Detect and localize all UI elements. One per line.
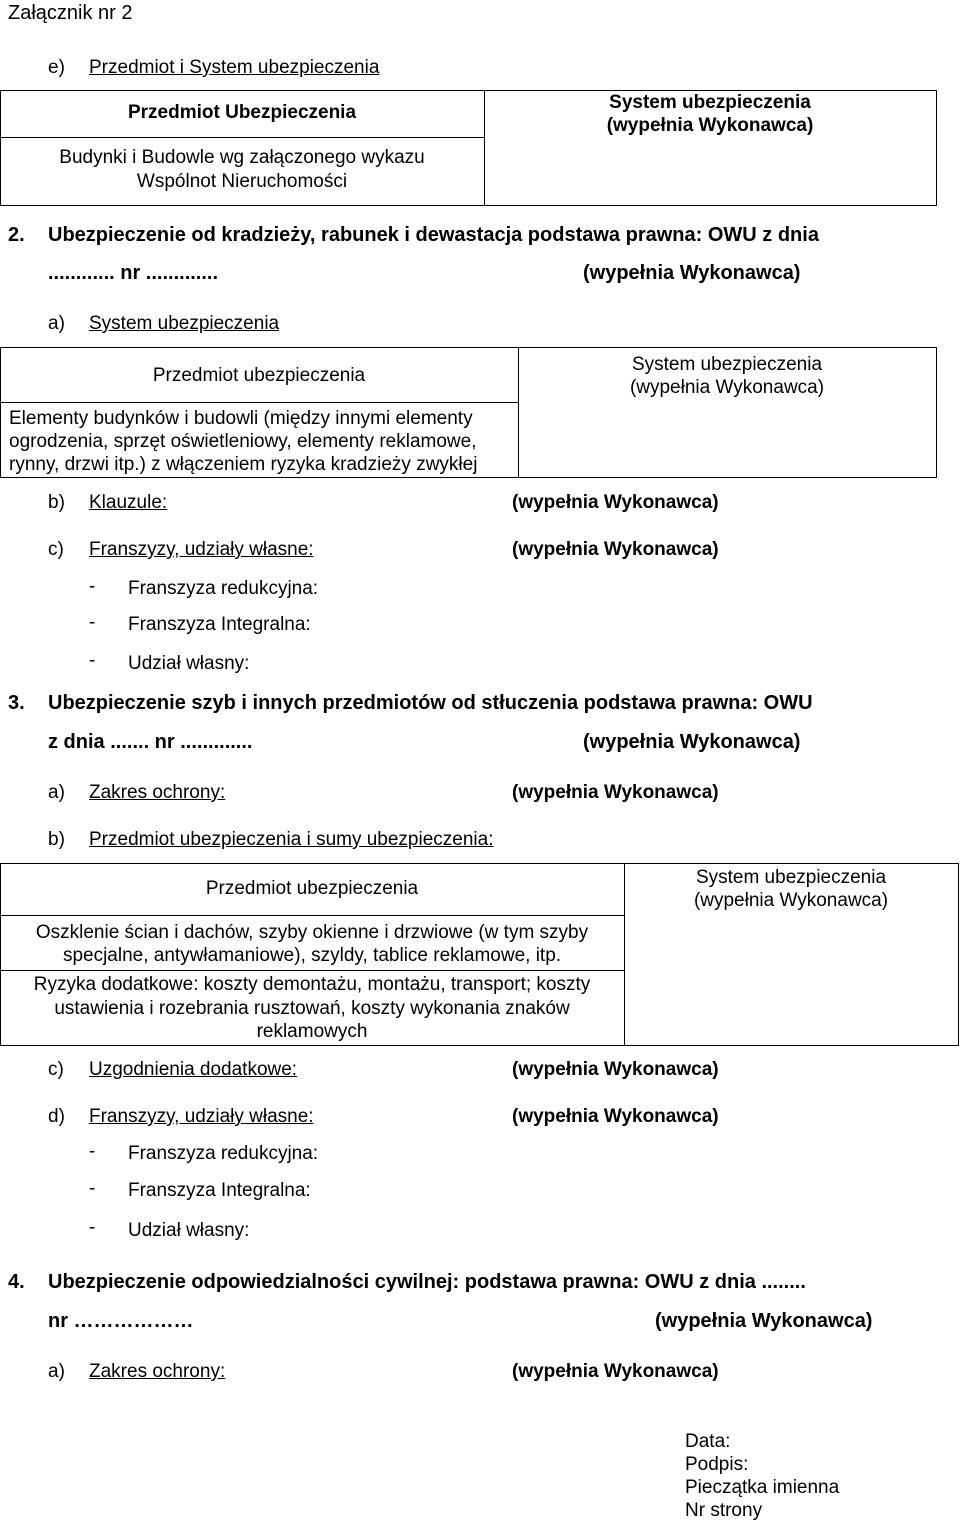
section-3d-item-2: Franszyza Integralna: — [128, 1180, 311, 1201]
section-3d-fill: (wypełnia Wykonawca) — [512, 1106, 719, 1127]
table-3b-row2-line1: Ryzyka dodatkowe: koszty demontażu, montażu, transport; koszty — [33, 974, 591, 995]
section-4a-fill: (wypełnia Wykonawca) — [512, 1361, 719, 1382]
section-2b-label: Klauzule: — [89, 492, 168, 513]
section-3-title: Ubezpieczenie szyb i innych przedmiotów od stłuczenia podstawa prawna: OWU — [48, 692, 813, 714]
table-e-col2-header-2: (wypełnia Wykonawca) — [606, 115, 814, 136]
table-2a — [0, 347, 937, 478]
dash-bullet: - — [89, 1141, 96, 1162]
dash-bullet: - — [89, 650, 96, 671]
section-3c-marker: c) — [48, 1059, 64, 1080]
section-3a-marker: a) — [48, 782, 65, 803]
section-4-fill: (wypełnia Wykonawca) — [655, 1310, 873, 1332]
table-3b-col1-header: Przedmiot ubezpieczenia — [205, 878, 419, 899]
table-e-col2-header-1: System ubezpieczenia — [609, 92, 811, 113]
section-3d-item-3: Udział własny: — [128, 1220, 250, 1241]
section-3b-label: Przedmiot ubezpieczenia i sumy ubezpieczenia: — [89, 829, 494, 850]
footer-signature: Podpis: — [685, 1454, 749, 1475]
section-2a-marker: a) — [48, 313, 65, 334]
table-3b-col2-header-1: System ubezpieczenia — [695, 867, 887, 888]
section-4a-marker: a) — [48, 1361, 65, 1382]
table-2a-row-line2: ogrodzenia, sprzęt oświetleniowy, elementy reklamowe, — [9, 431, 477, 452]
table-3b-row2-line3: reklamowych — [256, 1021, 368, 1042]
section-e-marker: e) — [48, 57, 65, 78]
footer-stamp: Pieczątka imienna — [685, 1477, 840, 1498]
table-3b — [0, 863, 959, 1046]
section-2a-label: System ubezpieczenia — [89, 313, 280, 334]
section-2-title: Ubezpieczenie od kradzieży, rabunek i dewastacja podstawa prawna: OWU z dnia — [48, 224, 819, 246]
section-3d-item-1: Franszyza redukcyjna: — [128, 1143, 319, 1164]
table-3b-row1-line2: specjalne, antywłamaniowe), szyldy, tablice reklamowe, itp. — [62, 945, 562, 966]
section-2c-label: Franszyzy, udziały własne: — [89, 539, 314, 560]
dash-bullet: - — [89, 576, 96, 597]
dash-bullet: - — [89, 612, 96, 633]
section-2c-marker: c) — [48, 539, 64, 560]
page-title: Załącznik nr 2 — [8, 2, 133, 24]
section-3-fill: (wypełnia Wykonawca) — [583, 731, 801, 753]
table-e-row1-line2: Wspólnot Nieruchomości — [136, 171, 348, 192]
section-e-heading: Przedmiot i System ubezpieczenia — [89, 57, 380, 78]
table-e-col1-header: Przedmiot Ubezpieczenia — [127, 102, 357, 123]
table-e-row1-line1: Budynki i Budowle wg załączonego wykazu — [59, 147, 425, 168]
section-3c-fill: (wypełnia Wykonawca) — [512, 1059, 719, 1080]
section-4-title: Ubezpieczenie odpowiedzialności cywilnej: podstawa prawna: OWU z dnia ........ — [48, 1271, 806, 1293]
section-3c-label: Uzgodnienia dodatkowe: — [89, 1059, 298, 1080]
table-2a-col2-header-1: System ubezpieczenia — [631, 354, 823, 375]
table-2a-row-line3: rynny, drzwi itp.) z włączeniem ryzyka kradzieży zwykłej — [9, 454, 478, 475]
table-3b-col2-header-2: (wypełnia Wykonawca) — [693, 890, 889, 911]
table-2a-col1-header: Przedmiot ubezpieczenia — [152, 365, 366, 386]
section-2c-item-1: Franszyza redukcyjna: — [128, 578, 319, 599]
section-4-title-cont: nr ……………… — [48, 1310, 194, 1332]
section-2-number: 2. — [8, 224, 25, 246]
section-3b-marker: b) — [48, 829, 65, 850]
section-3d-label: Franszyzy, udziały własne: — [89, 1106, 314, 1127]
section-2b-fill: (wypełnia Wykonawca) — [512, 492, 719, 513]
section-3-number: 3. — [8, 692, 25, 714]
footer-page-number: Nr strony — [685, 1500, 763, 1521]
table-3b-row1-line1: Oszklenie ścian i dachów, szyby okienne i drzwiowe (w tym szyby — [35, 922, 589, 943]
section-4-number: 4. — [8, 1271, 25, 1293]
section-2c-fill: (wypełnia Wykonawca) — [512, 539, 719, 560]
section-4a-label: Zakres ochrony: — [89, 1361, 226, 1382]
table-2a-row-line1: Elementy budynków i budowli (między innymi elementy — [9, 408, 473, 429]
section-2b-marker: b) — [48, 492, 65, 513]
section-2c-item-2: Franszyza Integralna: — [128, 614, 311, 635]
table-2a-col2-header-2: (wypełnia Wykonawca) — [629, 377, 825, 398]
table-e — [0, 90, 937, 206]
dash-bullet: - — [89, 1217, 96, 1238]
section-3-title-cont: z dnia ....... nr ............. — [48, 731, 253, 753]
dash-bullet: - — [89, 1178, 96, 1199]
section-2-fill: (wypełnia Wykonawca) — [583, 262, 801, 284]
footer-date: Data: — [685, 1431, 731, 1452]
section-2-title-cont: ............ nr ............. — [48, 262, 219, 284]
section-3a-fill: (wypełnia Wykonawca) — [512, 782, 719, 803]
section-3d-marker: d) — [48, 1106, 65, 1127]
section-2c-item-3: Udział własny: — [128, 653, 250, 674]
table-3b-row2-line2: ustawienia i rozebrania rusztowań, koszty wykonania znaków — [54, 998, 570, 1019]
section-3a-label: Zakres ochrony: — [89, 782, 226, 803]
